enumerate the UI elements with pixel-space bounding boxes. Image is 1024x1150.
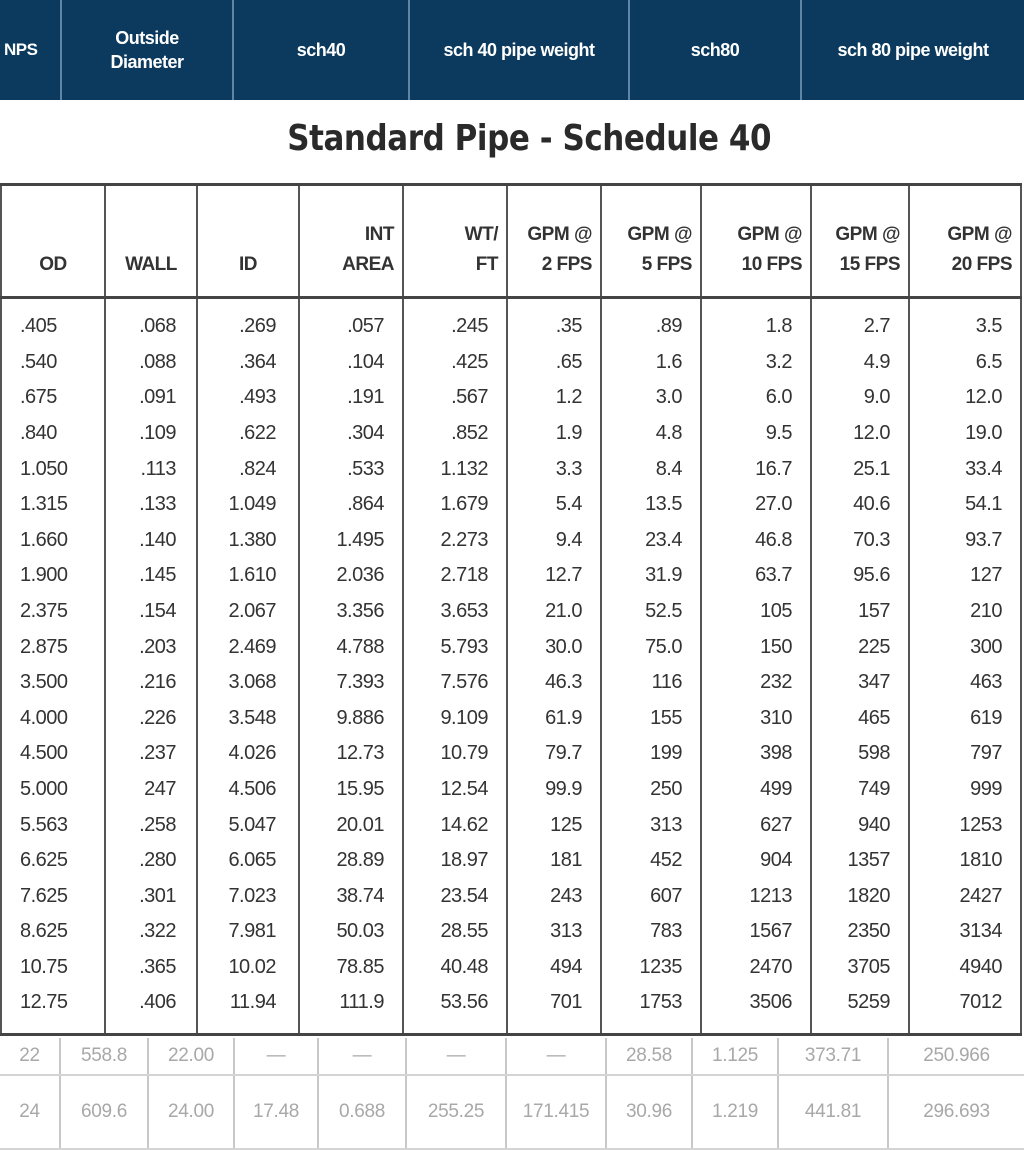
cell-gpm-2fps: 701 (507, 985, 601, 1035)
cell-gpm-15fps: 2350 (811, 914, 909, 950)
cell-wt-ft: 9.109 (403, 701, 507, 737)
cell-id: 1.049 (197, 487, 299, 523)
cell-od: 1.660 (1, 523, 105, 559)
cell-id: 4.026 (197, 736, 299, 772)
cell-od: 12.75 (1, 985, 105, 1035)
cell-gpm-15fps: 12.0 (811, 416, 909, 452)
lower-cell: 373.71 (778, 1038, 888, 1075)
page-title: Standard Pipe - Schedule 40 (287, 118, 772, 159)
cell-gpm-10fps: 63.7 (701, 558, 811, 594)
table-row (1, 558, 1021, 594)
lower-cell: 30.96 (606, 1075, 692, 1149)
cell-gpm-10fps: 150 (701, 629, 811, 665)
cell-gpm-10fps: 310 (701, 701, 811, 737)
cell-gpm-20fps: 797 (909, 736, 1021, 772)
cell-gpm-10fps: 9.5 (701, 416, 811, 452)
cell-gpm-2fps: 313 (507, 914, 601, 950)
cell-wt-ft: .425 (403, 345, 507, 381)
cell-int-area: 28.89 (299, 843, 403, 879)
cell-gpm-5fps: 31.9 (601, 558, 701, 594)
lower-cell: 558.8 (60, 1038, 148, 1075)
cell-od: .540 (1, 345, 105, 381)
cell-gpm-10fps: 1213 (701, 879, 811, 915)
cell-gpm-15fps: 2.7 (811, 298, 909, 345)
cell-wt-ft: 3.653 (403, 594, 507, 630)
cell-int-area: .191 (299, 380, 403, 416)
cell-id: 2.469 (197, 629, 299, 665)
cell-wall: .216 (105, 665, 197, 701)
cell-gpm-2fps: 1.2 (507, 380, 601, 416)
cell-gpm-5fps: 452 (601, 843, 701, 879)
cell-gpm-2fps: 21.0 (507, 594, 601, 630)
cell-od: 4.000 (1, 701, 105, 737)
col-id: ID (197, 185, 299, 298)
cell-wall: .068 (105, 298, 197, 345)
col-gpm-10fps: GPM @ 10 FPS (701, 185, 811, 298)
cell-int-area: 1.495 (299, 523, 403, 559)
cell-wt-ft: 7.576 (403, 665, 507, 701)
cell-wall: .140 (105, 523, 197, 559)
cell-gpm-2fps: 243 (507, 879, 601, 915)
cell-id: .824 (197, 451, 299, 487)
cell-wall: .109 (105, 416, 197, 452)
col-od: OD (1, 185, 105, 298)
cell-gpm-5fps: 607 (601, 879, 701, 915)
cell-id: 2.067 (197, 594, 299, 630)
table-row (1, 380, 1021, 416)
table-row (1, 665, 1021, 701)
cell-od: 10.75 (1, 950, 105, 986)
table-row (1, 879, 1021, 915)
lower-cell: 441.81 (778, 1075, 888, 1149)
cell-gpm-15fps: 25.1 (811, 451, 909, 487)
col-gpm-5fps: GPM @ 5 FPS (601, 185, 701, 298)
cell-gpm-5fps: 3.0 (601, 380, 701, 416)
cell-gpm-15fps: 1820 (811, 879, 909, 915)
cell-gpm-5fps: 199 (601, 736, 701, 772)
cell-wt-ft: 53.56 (403, 985, 507, 1035)
cell-gpm-2fps: 1.9 (507, 416, 601, 452)
cell-gpm-20fps: 12.0 (909, 380, 1021, 416)
cell-gpm-20fps: 6.5 (909, 345, 1021, 381)
table-row (1, 594, 1021, 630)
cell-wall: .237 (105, 736, 197, 772)
table-row (1, 843, 1021, 879)
cell-wall: .091 (105, 380, 197, 416)
col-int-area: INT AREA (299, 185, 403, 298)
cell-od: 4.500 (1, 736, 105, 772)
lower-cell: 255.25 (406, 1075, 506, 1149)
table-row (1, 629, 1021, 665)
cell-gpm-2fps: 12.7 (507, 558, 601, 594)
cell-gpm-20fps: 33.4 (909, 451, 1021, 487)
cell-gpm-2fps: 61.9 (507, 701, 601, 737)
cell-gpm-20fps: 3.5 (909, 298, 1021, 345)
cell-gpm-5fps: 75.0 (601, 629, 701, 665)
table-row (1, 298, 1021, 345)
cell-id: 3.548 (197, 701, 299, 737)
cell-gpm-15fps: 465 (811, 701, 909, 737)
cell-wall: .133 (105, 487, 197, 523)
cell-int-area: 7.393 (299, 665, 403, 701)
cell-gpm-2fps: 125 (507, 807, 601, 843)
cell-id: 11.94 (197, 985, 299, 1035)
cell-gpm-15fps: 5259 (811, 985, 909, 1035)
cell-gpm-2fps: .35 (507, 298, 601, 345)
column-header-row (1, 185, 1021, 298)
cell-gpm-2fps: 181 (507, 843, 601, 879)
lower-cell: 24 (0, 1075, 60, 1149)
cell-gpm-20fps: 463 (909, 665, 1021, 701)
cell-wt-ft: 12.54 (403, 772, 507, 808)
cell-int-area: 15.95 (299, 772, 403, 808)
cell-wt-ft: 1.132 (403, 451, 507, 487)
header-sch40: sch40 (234, 0, 410, 100)
cell-gpm-15fps: 9.0 (811, 380, 909, 416)
cell-int-area: 9.886 (299, 701, 403, 737)
cell-gpm-20fps: 619 (909, 701, 1021, 737)
cell-id: .622 (197, 416, 299, 452)
cell-id: .269 (197, 298, 299, 345)
cell-gpm-2fps: 9.4 (507, 523, 601, 559)
cell-int-area: 50.03 (299, 914, 403, 950)
cell-id: 7.023 (197, 879, 299, 915)
cell-od: 8.625 (1, 914, 105, 950)
cell-gpm-5fps: .89 (601, 298, 701, 345)
cell-wall: .406 (105, 985, 197, 1035)
cell-wt-ft: 40.48 (403, 950, 507, 986)
cell-wall: .280 (105, 843, 197, 879)
table-row (1, 950, 1021, 986)
cell-gpm-15fps: 3705 (811, 950, 909, 986)
cell-wt-ft: 2.718 (403, 558, 507, 594)
lower-cell: — (506, 1038, 606, 1075)
cell-gpm-5fps: 13.5 (601, 487, 701, 523)
lower-body (0, 1038, 1024, 1149)
cell-gpm-20fps: 93.7 (909, 523, 1021, 559)
cell-gpm-5fps: 52.5 (601, 594, 701, 630)
schedule-body (1, 298, 1021, 1035)
cell-gpm-5fps: 1235 (601, 950, 701, 986)
cell-wt-ft: 18.97 (403, 843, 507, 879)
col-wt-ft: WT/ FT (403, 185, 507, 298)
cell-od: 5.563 (1, 807, 105, 843)
col-wall: WALL (105, 185, 197, 298)
table-row (1, 736, 1021, 772)
cell-id: 7.981 (197, 914, 299, 950)
cell-id: 1.380 (197, 523, 299, 559)
cell-wt-ft: 14.62 (403, 807, 507, 843)
cell-gpm-15fps: 95.6 (811, 558, 909, 594)
cell-wt-ft: 23.54 (403, 879, 507, 915)
cell-gpm-20fps: 1810 (909, 843, 1021, 879)
cell-wt-ft: 2.273 (403, 523, 507, 559)
cell-gpm-20fps: 300 (909, 629, 1021, 665)
table-row (1, 416, 1021, 452)
lower-cell: — (234, 1038, 318, 1075)
cell-wt-ft: .567 (403, 380, 507, 416)
cell-gpm-5fps: 1.6 (601, 345, 701, 381)
col-gpm-2fps: GPM @ 2 FPS (507, 185, 601, 298)
cell-gpm-15fps: 157 (811, 594, 909, 630)
cell-wall: .226 (105, 701, 197, 737)
cell-int-area: 111.9 (299, 985, 403, 1035)
cell-gpm-15fps: 4.9 (811, 345, 909, 381)
cell-int-area: .104 (299, 345, 403, 381)
header-nps: NPS (0, 0, 62, 100)
cell-gpm-10fps: 2470 (701, 950, 811, 986)
cell-gpm-5fps: 1753 (601, 985, 701, 1035)
cell-od: 2.875 (1, 629, 105, 665)
col-gpm-15fps: GPM @ 15 FPS (811, 185, 909, 298)
cell-gpm-2fps: 79.7 (507, 736, 601, 772)
table-row (1, 914, 1021, 950)
cell-od: 5.000 (1, 772, 105, 808)
sch80-lower-table (0, 1038, 1024, 1150)
cell-gpm-5fps: 8.4 (601, 451, 701, 487)
cell-gpm-15fps: 1357 (811, 843, 909, 879)
cell-gpm-10fps: 1.8 (701, 298, 811, 345)
cell-gpm-2fps: 3.3 (507, 451, 601, 487)
cell-id: 4.506 (197, 772, 299, 808)
cell-wt-ft: .852 (403, 416, 507, 452)
header-sch80-weight: sch 80 pipe weight (837, 39, 989, 60)
cell-wall: .258 (105, 807, 197, 843)
cell-wt-ft: 10.79 (403, 736, 507, 772)
cell-gpm-20fps: 4940 (909, 950, 1021, 986)
cell-gpm-5fps: 23.4 (601, 523, 701, 559)
cell-gpm-20fps: 54.1 (909, 487, 1021, 523)
lower-cell: 28.58 (606, 1038, 692, 1075)
cell-wall: .203 (105, 629, 197, 665)
lower-cell: 1.219 (692, 1075, 778, 1149)
cell-wall: 247 (105, 772, 197, 808)
cell-gpm-10fps: 46.8 (701, 523, 811, 559)
cell-gpm-15fps: 40.6 (811, 487, 909, 523)
cell-gpm-20fps: 999 (909, 772, 1021, 808)
cell-gpm-15fps: 347 (811, 665, 909, 701)
cell-wall: .365 (105, 950, 197, 986)
cell-od: .840 (1, 416, 105, 452)
table-row (1, 451, 1021, 487)
lower-cell: 24.00 (148, 1075, 234, 1149)
cell-int-area: 20.01 (299, 807, 403, 843)
table-row (1, 487, 1021, 523)
cell-gpm-2fps: 494 (507, 950, 601, 986)
cell-gpm-2fps: 5.4 (507, 487, 601, 523)
table-row (1, 345, 1021, 381)
cell-id: .493 (197, 380, 299, 416)
cell-wt-ft: 1.679 (403, 487, 507, 523)
lower-cell: 17.48 (234, 1075, 318, 1149)
cell-wall: .088 (105, 345, 197, 381)
cell-gpm-10fps: 904 (701, 843, 811, 879)
cell-int-area: 38.74 (299, 879, 403, 915)
cell-gpm-5fps: 783 (601, 914, 701, 950)
cell-gpm-2fps: 30.0 (507, 629, 601, 665)
cell-wall: .145 (105, 558, 197, 594)
cell-gpm-10fps: 27.0 (701, 487, 811, 523)
cell-gpm-20fps: 2427 (909, 879, 1021, 915)
lower-cell: 0.688 (318, 1075, 406, 1149)
cell-gpm-15fps: 70.3 (811, 523, 909, 559)
cell-id: 1.610 (197, 558, 299, 594)
cell-int-area: .864 (299, 487, 403, 523)
cell-int-area: 78.85 (299, 950, 403, 986)
cell-od: 1.900 (1, 558, 105, 594)
cell-gpm-20fps: 1253 (909, 807, 1021, 843)
cell-id: .364 (197, 345, 299, 381)
cell-od: .405 (1, 298, 105, 345)
cell-gpm-10fps: 499 (701, 772, 811, 808)
cell-gpm-5fps: 250 (601, 772, 701, 808)
cell-od: 7.625 (1, 879, 105, 915)
cell-gpm-5fps: 4.8 (601, 416, 701, 452)
header-sch40-weight: sch 40 pipe weight (410, 0, 630, 100)
cell-gpm-5fps: 313 (601, 807, 701, 843)
cell-int-area: .057 (299, 298, 403, 345)
cell-int-area: 4.788 (299, 629, 403, 665)
cell-int-area: .533 (299, 451, 403, 487)
cell-gpm-10fps: 398 (701, 736, 811, 772)
cell-wt-ft: 28.55 (403, 914, 507, 950)
table-row (1, 701, 1021, 737)
lower-cell: — (318, 1038, 406, 1075)
cell-int-area: .304 (299, 416, 403, 452)
cell-wall: .322 (105, 914, 197, 950)
table-row (1, 523, 1021, 559)
schedule-40-table (0, 183, 1022, 1036)
table-row (1, 985, 1021, 1035)
cell-gpm-10fps: 16.7 (701, 451, 811, 487)
cell-gpm-2fps: 46.3 (507, 665, 601, 701)
cell-gpm-20fps: 7012 (909, 985, 1021, 1035)
cell-gpm-10fps: 6.0 (701, 380, 811, 416)
cell-wall: .154 (105, 594, 197, 630)
lower-cell: 22 (0, 1038, 60, 1075)
col-gpm-20fps: GPM @ 20 FPS (909, 185, 1021, 298)
cell-gpm-10fps: 3.2 (701, 345, 811, 381)
cell-id: 10.02 (197, 950, 299, 986)
header-outside-diameter: Outside Diameter (62, 0, 234, 100)
cell-gpm-20fps: 3134 (909, 914, 1021, 950)
lower-cell: 171.415 (506, 1075, 606, 1149)
cell-gpm-15fps: 940 (811, 807, 909, 843)
cell-gpm-10fps: 232 (701, 665, 811, 701)
top-header-bar (0, 0, 1024, 100)
lower-cell: 250.966 (888, 1038, 1024, 1075)
cell-id: 3.068 (197, 665, 299, 701)
cell-od: .675 (1, 380, 105, 416)
cell-gpm-15fps: 598 (811, 736, 909, 772)
cell-id: 5.047 (197, 807, 299, 843)
cell-od: 6.625 (1, 843, 105, 879)
lower-cell: 296.693 (888, 1075, 1024, 1149)
lower-row (0, 1075, 1024, 1149)
cell-gpm-20fps: 19.0 (909, 416, 1021, 452)
header-sch80: sch80 (630, 0, 802, 100)
cell-gpm-20fps: 210 (909, 594, 1021, 630)
lower-row (0, 1038, 1024, 1075)
lower-cell: 1.125 (692, 1038, 778, 1075)
cell-wall: .301 (105, 879, 197, 915)
table-row (1, 807, 1021, 843)
lower-cell: — (406, 1038, 506, 1075)
cell-gpm-5fps: 155 (601, 701, 701, 737)
cell-gpm-2fps: 99.9 (507, 772, 601, 808)
cell-gpm-10fps: 105 (701, 594, 811, 630)
cell-gpm-2fps: .65 (507, 345, 601, 381)
cell-gpm-10fps: 3506 (701, 985, 811, 1035)
cell-gpm-20fps: 127 (909, 558, 1021, 594)
cell-int-area: 12.73 (299, 736, 403, 772)
cell-od: 1.315 (1, 487, 105, 523)
cell-gpm-5fps: 116 (601, 665, 701, 701)
cell-gpm-10fps: 1567 (701, 914, 811, 950)
cell-od: 2.375 (1, 594, 105, 630)
cell-gpm-15fps: 225 (811, 629, 909, 665)
cell-id: 6.065 (197, 843, 299, 879)
cell-int-area: 3.356 (299, 594, 403, 630)
cell-wt-ft: 5.793 (403, 629, 507, 665)
cell-wall: .113 (105, 451, 197, 487)
cell-gpm-10fps: 627 (701, 807, 811, 843)
cell-od: 1.050 (1, 451, 105, 487)
table-row (1, 772, 1021, 808)
lower-cell: 609.6 (60, 1075, 148, 1149)
cell-od: 3.500 (1, 665, 105, 701)
lower-cell: 22.00 (148, 1038, 234, 1075)
cell-wt-ft: .245 (403, 298, 507, 345)
cell-int-area: 2.036 (299, 558, 403, 594)
cell-gpm-15fps: 749 (811, 772, 909, 808)
